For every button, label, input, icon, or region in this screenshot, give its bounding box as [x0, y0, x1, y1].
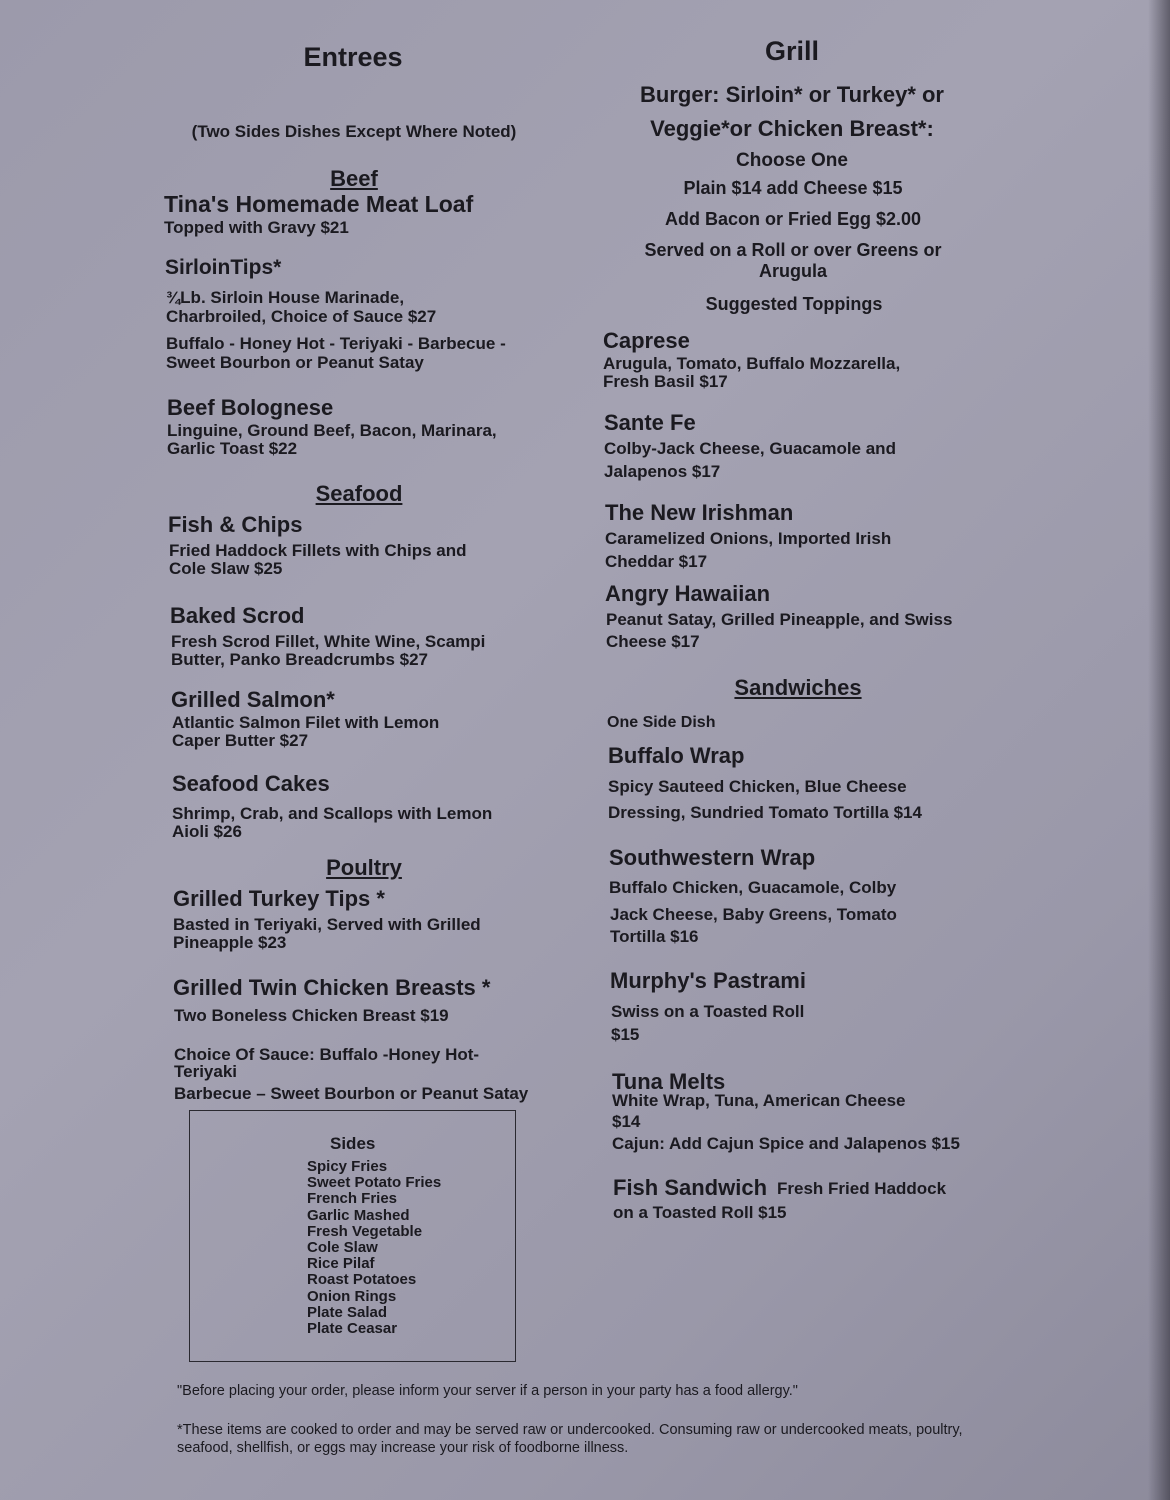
fishchips-desc-1: Fried Haddock Fillets with Chips and	[169, 541, 467, 560]
side-item: Fresh Vegetable	[307, 1222, 423, 1240]
sides-list	[307, 1159, 441, 1337]
grill-title: Grill	[764, 36, 820, 66]
sandwiches-heading: Sandwiches	[734, 675, 862, 700]
burger-price: Plain $14 add Cheese $15	[683, 178, 903, 198]
entrees-subtitle: (Two Sides Dishes Except Where Noted)	[191, 122, 517, 141]
suggested-toppings: Suggested Toppings	[705, 294, 883, 314]
irishman-desc-2: Cheddar $17	[605, 552, 708, 571]
caprese-desc-1: Arugula, Tomato, Buffalo Mozzarella,	[603, 354, 901, 373]
served-line-2: Arugula	[758, 261, 828, 281]
turkey-tips-name: Grilled Turkey Tips *	[173, 886, 385, 911]
santefe-name: Sante Fe	[604, 410, 696, 435]
page-edge-shadow	[1148, 0, 1170, 1500]
fishchips-name: Fish & Chips	[168, 512, 303, 537]
allergy-notice: "Before placing your order, please inform your server if a person in your party has a food allergy."	[177, 1383, 798, 1399]
served-line-1: Served on a Roll or over Greens or	[644, 240, 942, 260]
southwestern-wrap-desc-1: Buffalo Chicken, Guacamole, Colby	[609, 878, 897, 897]
twin-chicken-desc-3: Teriyaki	[174, 1062, 238, 1081]
tuna-melts-name: Tuna Melts	[612, 1069, 726, 1094]
twin-chicken-desc-4: Barbecue – Sweet Bourbon or Peanut Satay	[174, 1084, 529, 1103]
side-item: Roast Potatoes	[307, 1271, 417, 1289]
poultry-heading: Poultry	[326, 855, 402, 880]
santefe-desc-1: Colby-Jack Cheese, Guacamole and	[604, 439, 896, 458]
sirloin-name: SirloinTips*	[165, 256, 282, 279]
pastrami-desc-2: $15	[611, 1025, 640, 1044]
salmon-name: Grilled Salmon*	[171, 687, 335, 712]
fish-sandwich-desc-1: Fresh Fried Haddock	[777, 1179, 947, 1198]
salmon-desc-2: Caper Butter $27	[172, 731, 309, 750]
side-item: Plate Ceasar	[307, 1320, 398, 1338]
twin-chicken-desc-1: Two Boneless Chicken Breast $19	[174, 1006, 449, 1025]
hawaiian-name: Angry Hawaiian	[605, 581, 771, 606]
scrod-desc-2: Butter, Panko Breadcrumbs $27	[171, 650, 428, 669]
fish-sandwich-desc-2: on a Toasted Roll $15	[613, 1203, 787, 1222]
meatloaf-desc: Topped with Gravy $21	[164, 218, 349, 237]
side-item: French Fries	[307, 1190, 398, 1208]
turkey-tips-desc-1: Basted in Teriyaki, Served with Grilled	[173, 915, 481, 934]
sirloin-desc-3: Buffalo - Honey Hot - Teriyaki - Barbecue -	[166, 334, 506, 353]
pastrami-desc-1: Swiss on a Toasted Roll	[611, 1002, 805, 1021]
hawaiian-desc-1: Peanut Satay, Grilled Pineapple, and Swiss	[606, 610, 953, 629]
side-item: Cole Slaw	[307, 1239, 378, 1257]
entrees-title: Entrees	[303, 42, 403, 72]
burger-line-2: Veggie*or Chicken Breast*:	[650, 116, 934, 141]
scrod-name: Baked Scrod	[170, 603, 305, 628]
seafood-heading: Seafood	[315, 481, 403, 506]
pastrami-name: Murphy's Pastrami	[610, 968, 806, 993]
side-item: Sweet Potato Fries	[307, 1174, 442, 1192]
bolognese-desc-2: Garlic Toast $22	[167, 439, 298, 458]
sirloin-desc-2: Charbroiled, Choice of Sauce $27	[166, 307, 437, 326]
side-item: Plate Salad	[307, 1303, 388, 1321]
beef-heading: Beef	[330, 166, 378, 191]
side-item: Spicy Fries	[307, 1158, 388, 1175]
southwestern-wrap-desc-3: Tortilla $16	[610, 927, 699, 946]
salmon-desc-1: Atlantic Salmon Filet with Lemon	[172, 713, 440, 732]
buffalo-wrap-desc-1: Spicy Sauteed Chicken, Blue Cheese	[608, 777, 907, 796]
hawaiian-desc-2: Cheese $17	[606, 632, 700, 651]
choose-one: Choose One	[736, 150, 848, 171]
twin-chicken-desc-2: Choice Of Sauce: Buffalo -Honey Hot-	[174, 1045, 480, 1064]
bolognese-desc-1: Linguine, Ground Beef, Bacon, Marinara,	[167, 421, 497, 440]
seafood-cakes-name: Seafood Cakes	[172, 771, 330, 796]
sirloin-desc-4: Sweet Bourbon or Peanut Satay	[166, 353, 424, 372]
sides-title: Sides	[330, 1134, 376, 1153]
seafood-cakes-desc-1: Shrimp, Crab, and Scallops with Lemon	[172, 804, 493, 823]
fish-sandwich-name: Fish Sandwich	[613, 1175, 768, 1200]
southwestern-wrap-desc-2: Jack Cheese, Baby Greens, Tomato	[610, 905, 897, 924]
raw-food-warning: *These items are cooked to order and may be served raw or undercooked. Consuming raw or undercooked meats, poultry, seafood, shellfish, or eggs may increase your risk of foodborne illness.	[177, 1422, 963, 1456]
side-item: Rice Pilaf	[307, 1255, 375, 1273]
turkey-tips-desc-2: Pineapple $23	[173, 933, 287, 952]
tuna-melts-desc-1: White Wrap, Tuna, American Cheese	[612, 1091, 906, 1110]
bolognese-name: Beef Bolognese	[167, 395, 334, 420]
fishchips-desc-2: Cole Slaw $25	[169, 559, 283, 578]
caprese-name: Caprese	[603, 328, 690, 353]
southwestern-wrap-name: Southwestern Wrap	[609, 845, 816, 870]
scrod-desc-1: Fresh Scrod Fillet, White Wine, Scampi	[171, 632, 486, 651]
sirloin-desc-1: ¾Lb. Sirloin House Marinade,	[166, 288, 405, 307]
santefe-desc-2: Jalapenos $17	[604, 462, 721, 481]
burger-line-1: Burger: Sirloin* or Turkey* or	[640, 82, 944, 107]
tuna-melts-desc-3: Cajun: Add Cajun Spice and Jalapenos $15	[612, 1134, 960, 1153]
caprese-desc-2: Fresh Basil $17	[603, 372, 728, 391]
irishman-name: The New Irishman	[605, 500, 794, 525]
seafood-cakes-desc-2: Aioli $26	[172, 822, 242, 841]
side-item: Onion Rings	[307, 1287, 397, 1305]
tuna-melts-desc-2: $14	[612, 1112, 641, 1131]
buffalo-wrap-desc-2: Dressing, Sundried Tomato Tortilla $14	[608, 803, 922, 822]
irishman-desc-1: Caramelized Onions, Imported Irish	[605, 529, 892, 548]
burger-addon: Add Bacon or Fried Egg $2.00	[664, 209, 922, 229]
side-item: Garlic Mashed	[307, 1206, 410, 1224]
meatloaf-name: Tina's Homemade Meat Loaf	[164, 191, 474, 217]
one-side-dish: One Side Dish	[607, 714, 716, 731]
buffalo-wrap-name: Buffalo Wrap	[608, 743, 745, 768]
twin-chicken-name: Grilled Twin Chicken Breasts *	[173, 975, 491, 1000]
